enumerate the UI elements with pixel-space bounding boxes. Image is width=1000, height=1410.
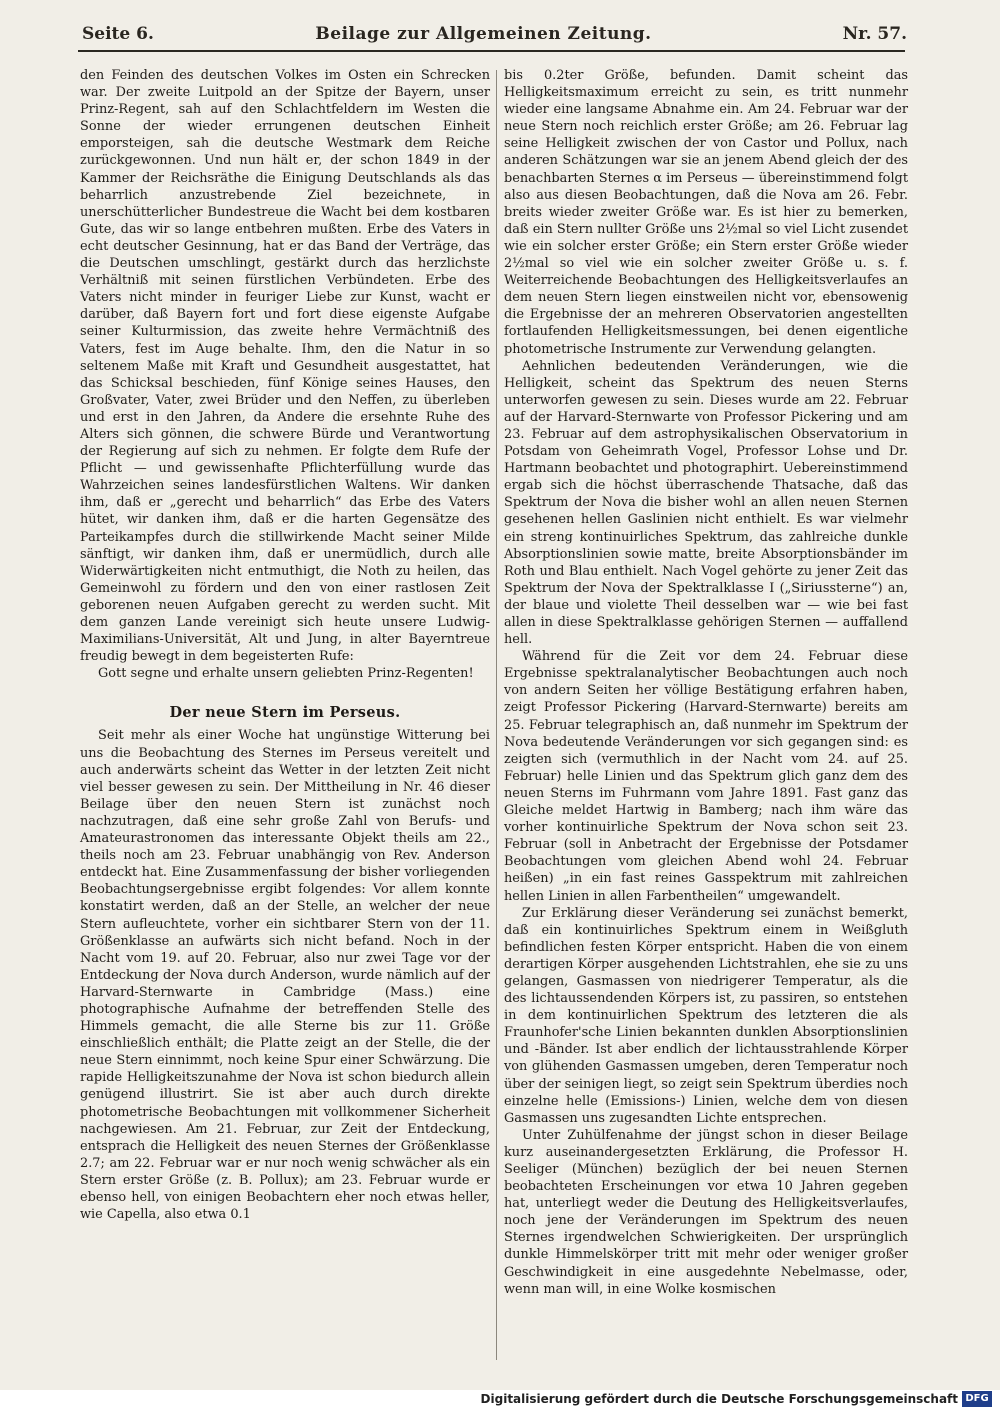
publication-title: Beilage zur Allgemeinen Zeitung. [315,24,652,44]
right-column [504,67,908,1298]
issue-number: Nr. 57. [842,24,907,44]
paragraph: Aehnlichen bedeutenden Veränderungen, wie die Helligkeit, scheint das Spektrum des neuen Sterns unterworfen gewesen zu sein. Dieses wurde am 22. Februar auf der Harvard-Sternwarte von Professor Pickering und am 23. Februar auf dem astrophysikalischen Observatorium in Potsdam von Geheimrath Vogel, Professor Lohse und Dr. Hartmann beobachtet und photographirt. Uebereinstimmend ergab sich die höchst überraschende Thatsache, daß das Spektrum der Nova die bisher wohl an allen neuen Sternen gesehenen hellen Gaslinien nicht enthielt. Es war vielmehr ein streng kontinuirliches Spektrum, das zahlreiche dunkle Absorptionslinien sowie matte, breite Absorptionsbänder im Roth und Blau enthielt. Nach Vogel gehörte zu jener Zeit das Spektrum der Nova der Spektralklasse I („Siriussterne“) an, der blaue und violette Theil desselben war — wie bei fast allen in diese Spektralklasse gehörigen Sternen — auffallend hell. [504,358,908,648]
paragraph: Zur Erklärung dieser Veränderung sei zunächst bemerkt, daß ein kontinuirliches Spektrum einem in Weißgluth befindlichen festen Körper entspricht. Haben die von einem derartigen Körper ausgehenden Lichtstrahlen, ehe sie zu uns gelangen, Gasmassen von niedrigerer Temperatur, als die des lichtaussendenden Körpers ist, zu passiren, so entstehen in dem kontinuirlichen Spektrum des letzteren die als Fraunhofer'sche Linien bekannten dunklen Absorptionslinien und -Bänder. Ist aber endlich der lichtausstrahlende Körper von glühenden Gasmassen umgeben, deren Temperatur noch über der seinigen liegt, so zeigt sein Spektrum überdies noch einzelne helle (Emissions-) Linien, welche dem von diesen Gasmassen uns zugesandten Lichte entsprechen. [504,905,908,1126]
paragraph: den Feinden des deutschen Volkes im Osten ein Schrecken war. Der zweite Luitpold an der Spitze der Bayern, unser Prinz-Regent, sah auf den Schlachtfeldern im Westen die Sonne der wieder errungenen deutschen Einheit emporsteigen, sah die deutsche Westmark dem Reiche zurückgewonnen. Und nun hält er, der schon 1849 in der Kammer der Reichsräthe die Einigung Deutschlands als das beharrlich anzustrebende Ziel bezeichnete, in unerschütterlicher Bundestreue die Wacht bei dem kostbaren Gute, das wir so lange entbehren mußten. Erbe des Vaters in echt deutscher Gesinnung, hat er das Band der Verträge, das die Deutschen umschlingt, gestärkt durch das herzlichste Verhältniß mit seinen fürstlichen Verbündeten. Erbe des Vaters nicht minder in feuriger Liebe zur Kunst, wacht er darüber, daß Bayern fort und fort diese eigenste Aufgabe seiner Kulturmission, das zweite hehre Vermächtniß des Vaters, fest im Auge behalte. Ihm, den die Natur in so seltenem Maße mit Kraft und Gesundheit ausgestattet, hat das Schicksal beschieden, fünf Könige seines Hauses, den Großvater, Vater, zwei Brüder und den Neffen, zu überleben und erst in den Jahren, da Andere die ersehnte Ruhe des Alters sich gönnen, die schwere Bürde und Verantwortung der Regierung auf sich zu nehmen. Er folgte dem Rufe der Pflicht — und gewissenhafte Pflichterfüllung wurde das Wahrzeichen seines landesfürstlichen Waltens. Wir danken ihm, daß er „gerecht und beharrlich“ das Erbe des Vaters hütet, wir danken ihm, daß er die harten Gegensätze des Parteikampfes durch die stillwirkende Macht seiner Milde sänftigt, wir danken ihm, daß er unermüdlich, durch alle Widerwärtigkeiten nicht entmuthigt, die Noth zu heilen, das Gemeinwohl zu fördern und den von einer rastlosen Zeit geborenen neuen Aufgaben gerecht zu werden sucht. Mit dem ganzen Lande vereinigt sich heute unsere Ludwig-Maximilians-Universität, Alt und Jung, in alter Bayerntreue freudig bewegt in dem begeisterten Rufe: [80,68,490,665]
funding-credit: Digitalisierung gefördert durch die Deutsche Forschungsgemeinschaft [480,1392,958,1406]
paragraph: Unter Zuhülfenahme der jüngst schon in dieser Beilage kurz auseinandergesetzten Erklärung, die Professor H. Seeliger (München) bezüglich der bei neuen Sternen beobachteten Erscheinungen vor etwa 10 Jahren gegeben hat, unterliegt weder die Deutung des Helligkeitsverlaufes, noch jene der Veränderungen im Spektrum des neuen Sternes irgendwelchen Schwierigkeiten. Der ursprünglich dunkle Himmelskörper tritt mit mehr oder weniger großer Geschwindigkeit in eine ausgedehnte Nebelmasse, oder, wenn man will, in eine Wolke kosmischen [504,1127,908,1297]
paragraph: bis 0.2ter Größe, befunden. Damit scheint das Helligkeitsmaximum erreicht zu sein, es tritt nunmehr wieder eine langsame Abnahme ein. Am 24. Februar war der neue Stern noch reichlich erster Größe; am 26. Februar lag seine Helligkeit zwischen der von Castor und Pollux, nach anderen Schätzungen war sie an jenem Abend gleich der des benachbarten Sternes α im Perseus — übereinstimmend folgt also aus diesen Beobachtungen, daß die Nova am 26. Febr. breits wieder zweiter Größe war. Es ist hier zu bemerken, daß ein Stern nullter Größe uns 2½mal so viel Licht zusendet wie ein solcher erster Größe; ein Stern erster Größe wieder 2½mal so viel wie ein solcher zweiter Größe u. s. f. Weiterreichende Beobachtungen des Helligkeitsverlaufes an dem neuen Stern liegen einstweilen nicht vor, ebensowenig die Ergebnisse der an mehreren Observatorien angestellten fortlaufenden Helligkeitsmessungen, bei denen eigentliche photometrische Instrumente zur Verwendung gelangten. [504,68,908,357]
page-number: Seite 6. [82,24,154,44]
page-header [60,24,907,48]
paragraph: Während für die Zeit vor dem 24. Februar diese Ergebnisse spektralanalytischer Beobachtungen auch noch von andern Seiten her völlige Bestätigung erfahren haben, zeigt Professor Pickering (Harvard-Sternwarte) bereits am 25. Februar telegraphisch an, daß nunmehr im Spektrum der Nova bedeutende Veränderungen vor sich gegangen sind: es zeigten sich (vermuthlich in der Nacht vom 24. auf 25. Februar) helle Linien und das Spektrum glich ganz dem des neuen Sterns im Fuhrmann vom Jahre 1891. Fast ganz das Gleiche meldet Hartwig in Bamberg; nach ihm wäre das vorher kontinuirliche Spektrum der Nova schon seit 23. Februar (soll in Anbetracht der Ergebnisse der Potsdamer Beobachtungen vom gleichen Abend wohl 24. Februar heißen) „in ein fast reines Gasspektrum mit zahlreichen hellen Linien in allen Farbentheilen“ umgewandelt. [504,649,908,904]
column-divider [496,70,497,1360]
header-rule [78,50,905,52]
dfg-logo: DFG [962,1391,992,1407]
paragraph: Seit mehr als einer Woche hat ungünstige Witterung bei uns die Beobachtung des Sternes im Perseus vereitelt und auch anderwärts scheint das Wetter in der letzten Zeit nicht viel besser gewesen zu sein. Der Mittheilung in Nr. 46 dieser Beilage über den neuen Stern ist zunächst noch nachzutragen, daß eine sehr große Zahl von Berufs- und Amateurastronomen das interessante Objekt theils am 22., theils noch am 23. Februar unabhängig von Rev. Anderson entdeckt hat. Eine Zusammenfassung der bisher vorliegenden Beobachtungsergebnisse ergibt folgendes: Vor allem konnte konstatirt werden, daß an der Stelle, an welcher der neue Stern aufleuchtete, vorher ein sichtbarer Stern von der 11. Größenklasse an aufwärts sich nicht befand. Noch in der Nacht vom 19. auf 20. Februar, also nur zwei Tage vor der Entdeckung der Nova durch Anderson, wurde nämlich auf der Harvard-Sternwarte in Cambridge (Mass.) eine photographische Aufnahme der betreffenden Stelle des Himmels gemacht, die alle Sterne bis zur 11. Größe einschließlich enthält; die Platte zeigt an der Stelle, die der neue Stern einnimmt, noch keine Spur einer Schwärzung. Die rapide Helligkeitszunahme der Nova ist schon biedurch allein genügend illustrirt. Sie ist aber auch durch direkte photometrische Beobachtungen mit vollkommener Sicherheit nachgewiesen. Am 21. Februar, zur Zeit der Entdeckung, entsprach die Helligkeit des neuen Sternes der Größenklasse 2.7; am 22. Februar war er nur noch wenig schwächer als ein Stern erster Größe (z. B. Pollux); am 23. Februar wurde er ebenso hell, von einigen Beobachtern eher noch etwas heller, wie Capella, also etwa 0.1 [80,728,490,1223]
left-column [80,67,490,1223]
digitization-footer [0,1390,1000,1410]
paragraph: Gott segne und erhalte unsern geliebten Prinz-Regenten! [98,666,474,682]
article-heading: Der neue Stern im Perseus. [169,704,401,722]
